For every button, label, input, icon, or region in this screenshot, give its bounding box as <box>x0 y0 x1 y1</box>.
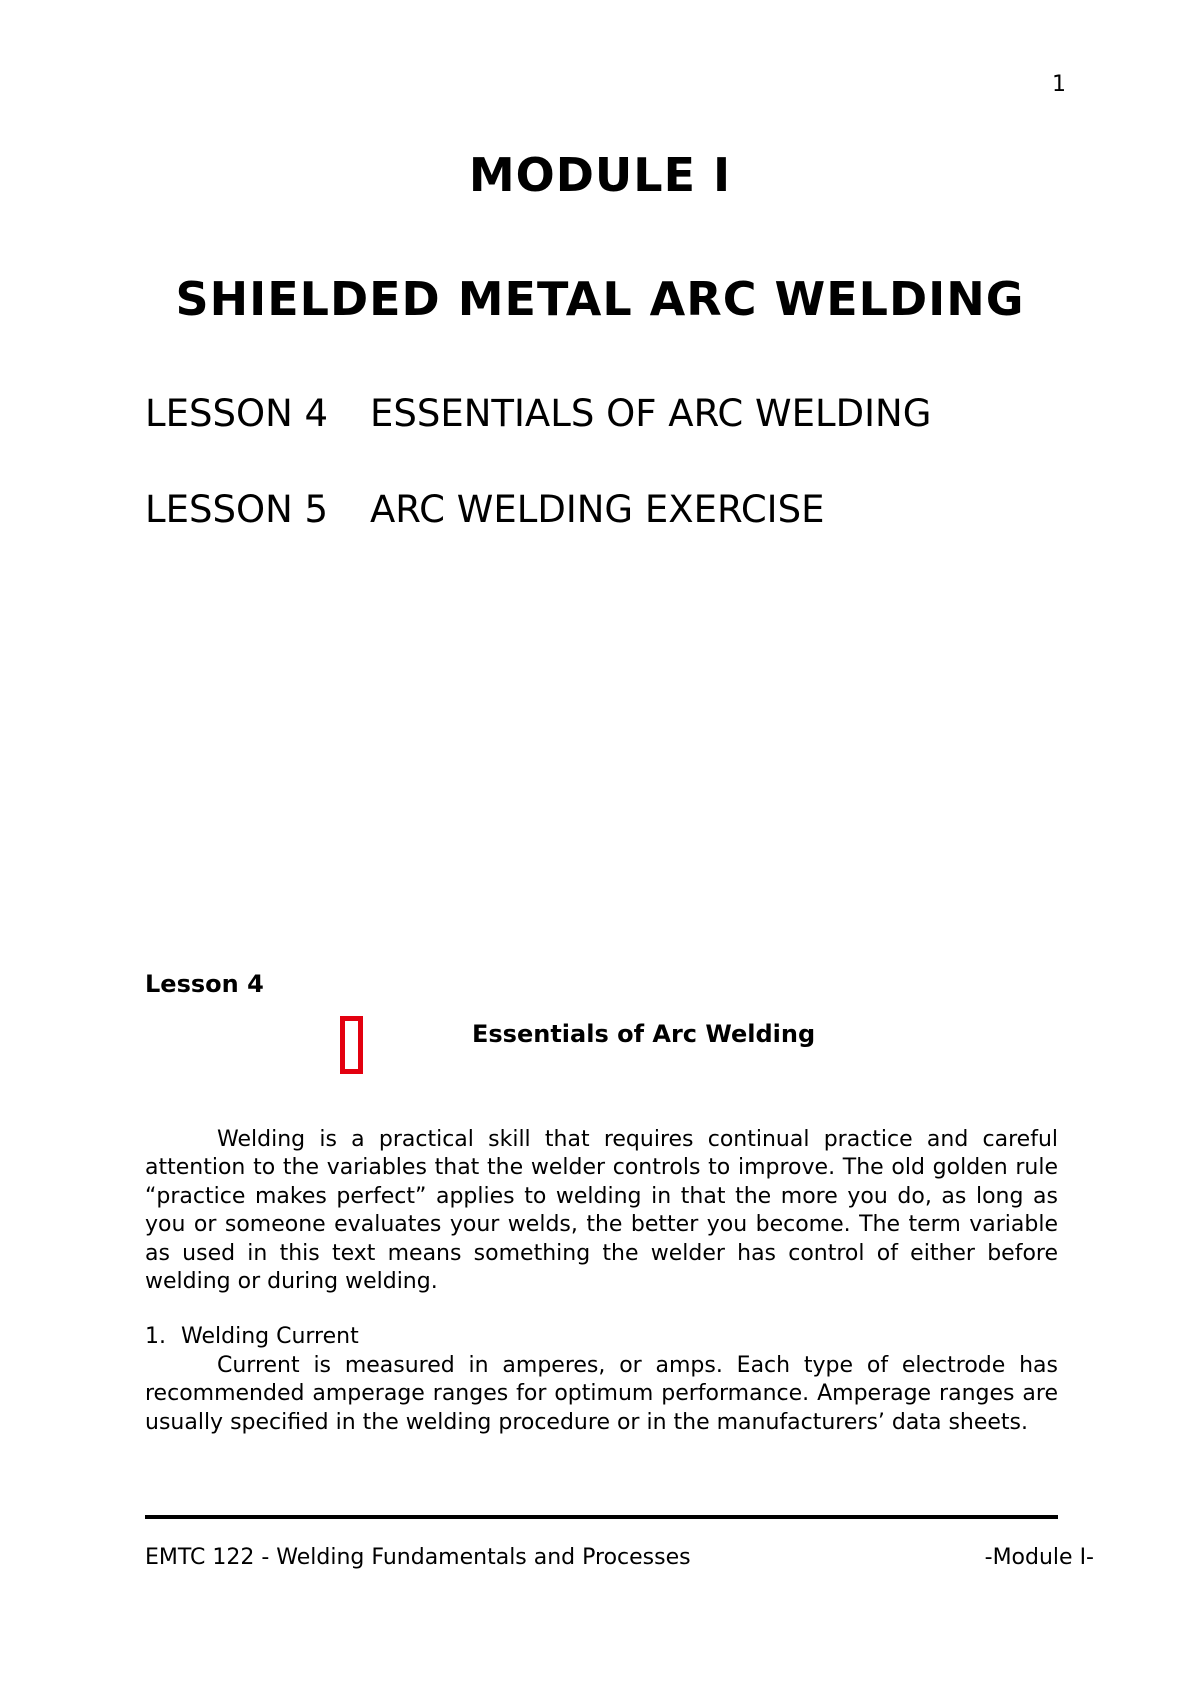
footer-rule <box>145 1515 1058 1519</box>
lesson-title: ESSENTIALS OF ARC WELDING <box>370 392 932 435</box>
module-subtitle: SHIELDED METAL ARC WELDING <box>175 272 1025 326</box>
lesson-line-5 <box>145 488 824 531</box>
footer-course: EMTC 122 - Welding Fundamentals and Processes <box>145 1545 691 1570</box>
section-label: Lesson 4 <box>145 970 264 998</box>
list-item-paragraph: Current is measured in amperes, or amps. Each type of electrode has recommended amperage ranges for optimum performance. Amperage ranges are usually specified in the welding procedure or in the manufacturers’ data sheets. <box>145 1353 1058 1435</box>
intro-paragraph: Welding is a practical skill that requires continual practice and careful attention to the variables that the welder controls to improve. The old golden rule “practice makes perfect” applies to welding in that the more you do, as long as you or someone evaluates your welds, the better you become. The term variable as used in this text means something the welder has control of either before welding or during welding. <box>145 1127 1058 1295</box>
lesson-label: LESSON 4 <box>145 392 329 435</box>
lesson-label: LESSON 5 <box>145 488 329 531</box>
list-item-number: 1. <box>145 1324 166 1349</box>
page-number: 1 <box>1052 72 1066 97</box>
list-item-heading: Welding Current <box>181 1324 359 1349</box>
section-heading: Essentials of Arc Welding <box>472 1020 816 1048</box>
missing-glyph-box-icon <box>340 1016 363 1074</box>
lesson-title: ARC WELDING EXERCISE <box>370 488 825 531</box>
module-title: MODULE I <box>468 148 732 202</box>
lesson-line-4 <box>145 392 931 435</box>
list-item-title <box>145 1323 359 1351</box>
footer-module: -Module I- <box>984 1545 1094 1570</box>
